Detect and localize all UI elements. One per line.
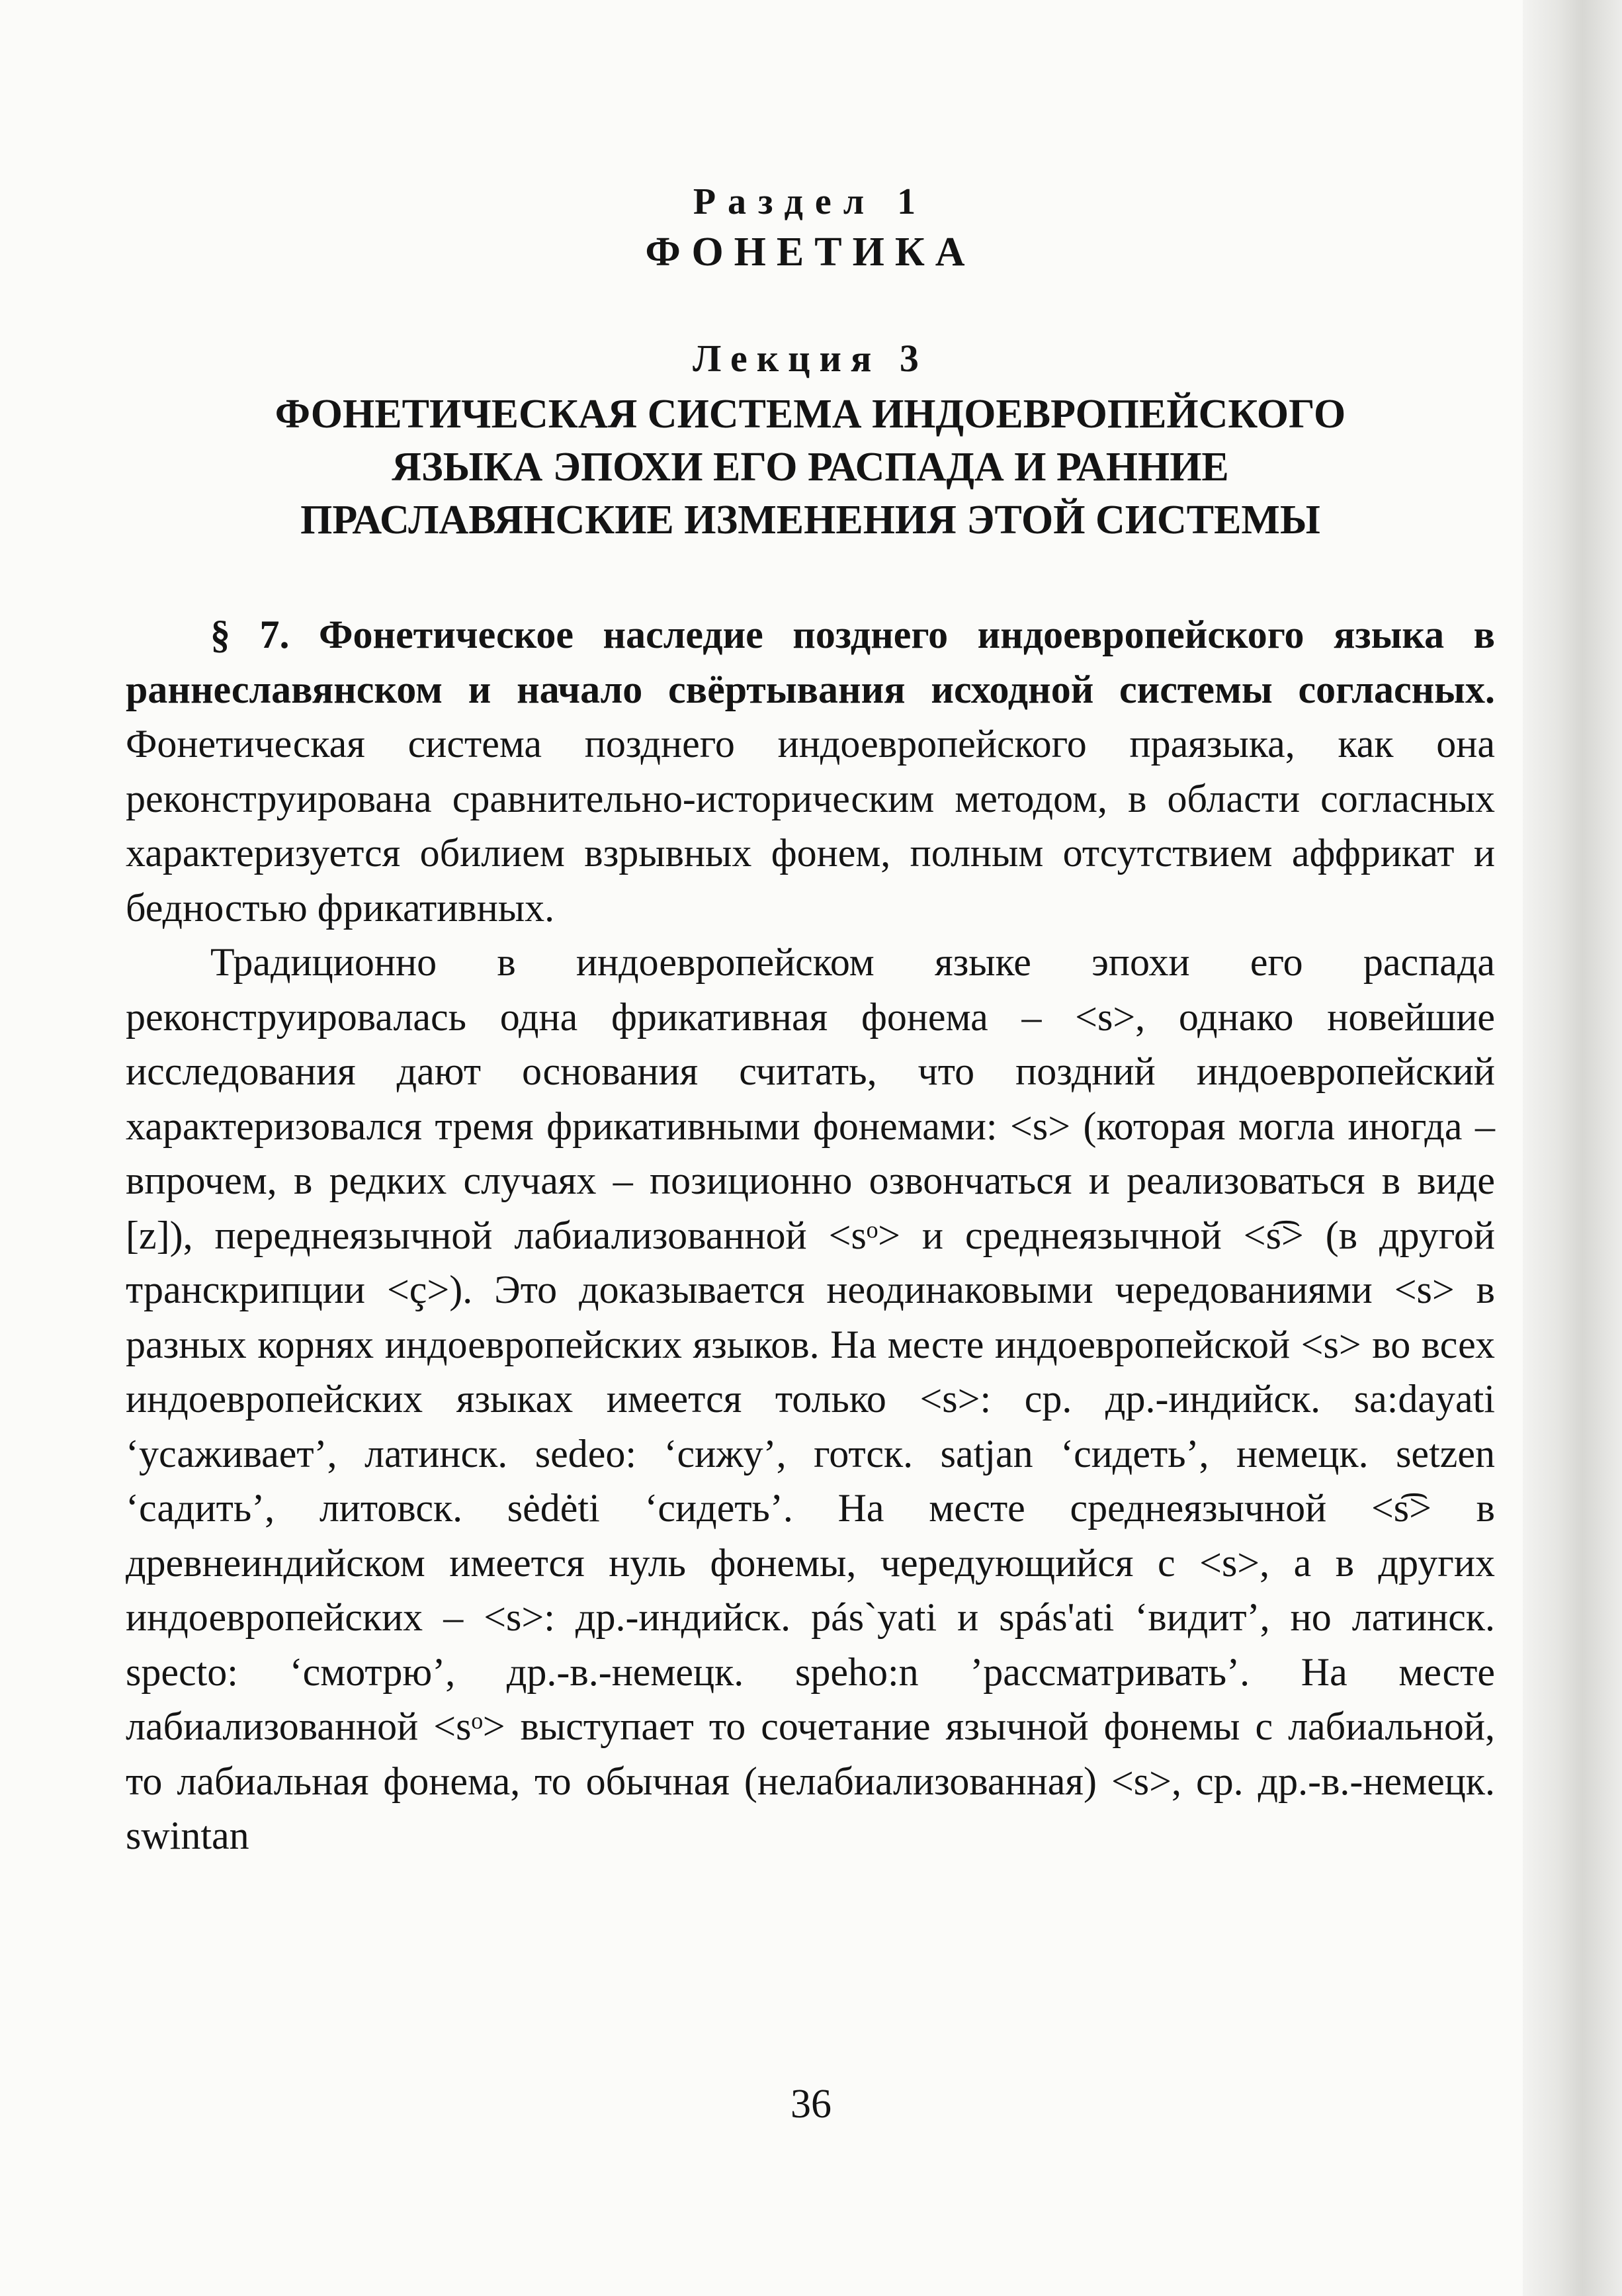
lecture-title-line: ПРАСЛАВЯНСКИЕ ИЗМЕНЕНИЯ ЭТОЙ СИСТЕМЫ <box>300 498 1320 543</box>
body-text <box>126 607 1495 1863</box>
paragraph-1-text: Фонетическая система позднего индоевропейского праязыка, как она реконструирована сравнительно-историческим методом, в области согласных характеризуется обилием взрывных фонем, полным отсутствием аффрикат и бедностью фрикативных. <box>126 722 1495 930</box>
page-edge-shadow <box>1523 0 1622 2296</box>
book-page <box>126 179 1495 1863</box>
lecture-title <box>126 388 1495 547</box>
section-label: Раздел 1 <box>693 181 928 222</box>
paragraph-1 <box>126 607 1495 935</box>
lecture-label: Лекция 3 <box>693 337 928 380</box>
page-number: 36 <box>790 2082 832 2127</box>
lecture-title-line: ФОНЕТИЧЕСКАЯ СИСТЕМА ИНДОЕВРОПЕЙСКОГО <box>275 392 1346 437</box>
section-title: ФОНЕТИКА <box>645 230 976 275</box>
paragraph-2: Традиционно в индоевропейском языке эпохи его распада реконструировалась одна фрикативная фонема – <s>, однако новейшие исследования дают основания считать, что поздний индоевропейский характеризовался тремя фрикативными фонемами: <s> (которая могла иногда – впрочем, в редких случаях – позиционно озвончаться и реализоваться в виде [z]), переднеязычной лабиализованной <sᵒ> и среднеязычной <s͡> (в другой транскрипции <ç>). Это доказывается неодинаковыми чередованиями <s> в разных корнях индоевропейских языков. На месте индоевропейской <s> во всех индоевропейских языках имеется только <s>: ср. др.-индийск. sa:dayati ‘усаживает’, латинск. sedeo: ‘сижу’, готск. satjan ‘сидеть’, немецк. setzen ‘садить’, литовск. sėdėti ‘сидеть’. На месте среднеязычной <s͡> в древнеиндийском имеется нуль фонемы, чередующийся с <s>, а в других индоевропейских – <s>: др.-индийск. pás`yati и spás'ati ‘видит’, но латинск. specto: ‘смотрю’, др.-в.-немецк. speho:n ’рассматривать’. На месте лабиализованной <sᵒ> выступает то сочетание язычной фонемы с лабиальной, то лабиальная фонема, то обычная (нелабиализованная) <s>, ср. др.-в.-немецк. swintan <box>126 940 1495 1857</box>
paragraph-1-heading: § 7. Фонетическое наследие позднего индоевропейского языка в раннеславянском и начало свёртывания исходной системы согласных. <box>126 613 1495 711</box>
lecture-title-line: ЯЗЫКА ЭПОХИ ЕГО РАСПАДА И РАННИЕ <box>392 445 1229 490</box>
